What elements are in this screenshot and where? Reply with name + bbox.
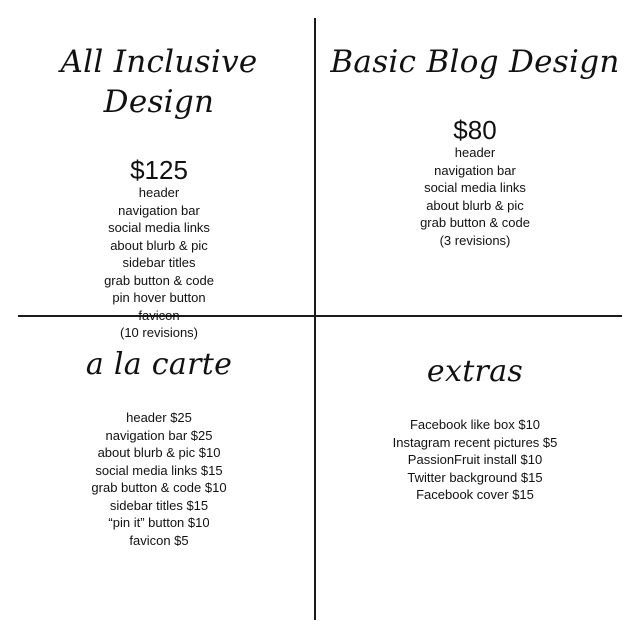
basic-blog-title: Basic Blog Design — [330, 44, 620, 80]
basic-blog-price: $80 — [453, 115, 497, 145]
list-item: about blurb & pic — [110, 237, 208, 253]
basic-blog-panel — [320, 42, 630, 249]
extras-panel — [320, 352, 630, 504]
basic-blog-list — [320, 144, 630, 249]
list-item: header — [454, 145, 496, 160]
list-item: “pin it” button $10 — [108, 515, 210, 530]
list-item: Instagram recent pictures $5 — [392, 434, 558, 450]
list-item: (10 revisions) — [119, 325, 199, 340]
vertical-divider — [314, 18, 316, 620]
all-inclusive-price: $125 — [130, 155, 188, 185]
a-la-carte-panel — [10, 345, 308, 549]
list-item: Facebook like box $10 — [409, 417, 541, 432]
list-item: grab button & code $10 — [91, 480, 227, 495]
list-item: header $25 — [126, 410, 192, 425]
list-item: navigation bar $25 — [105, 427, 213, 443]
list-item: sidebar titles — [122, 255, 196, 270]
list-item: about blurb & pic $10 — [97, 445, 221, 460]
all-inclusive-panel — [10, 42, 308, 342]
list-item: navigation bar — [434, 162, 516, 178]
list-item: Twitter background $15 — [407, 469, 543, 485]
list-item: grab button & code — [104, 272, 214, 288]
list-item: pin hover button — [112, 290, 206, 305]
list-item: social media links — [108, 220, 210, 235]
all-inclusive-title: All Inclusive Design — [60, 44, 258, 120]
extras-title: extras — [426, 354, 524, 389]
list-item: sidebar titles $15 — [109, 497, 209, 513]
list-item: grab button & code — [420, 215, 530, 230]
list-item: PassionFruit install $10 — [407, 452, 543, 467]
a-la-carte-list — [10, 409, 308, 549]
all-inclusive-list — [10, 184, 308, 342]
list-item: Facebook cover $15 — [416, 487, 534, 502]
list-item: (3 revisions) — [439, 232, 511, 248]
list-item: social media links — [424, 180, 526, 195]
a-la-carte-title: a la carte — [85, 347, 233, 382]
list-item: about blurb & pic — [426, 197, 524, 213]
list-item: favicon $5 — [129, 532, 189, 548]
extras-list — [320, 416, 630, 504]
list-item: favicon — [138, 307, 180, 323]
list-item: navigation bar — [118, 202, 200, 218]
list-item: header — [138, 185, 180, 200]
list-item: social media links $15 — [95, 462, 223, 478]
